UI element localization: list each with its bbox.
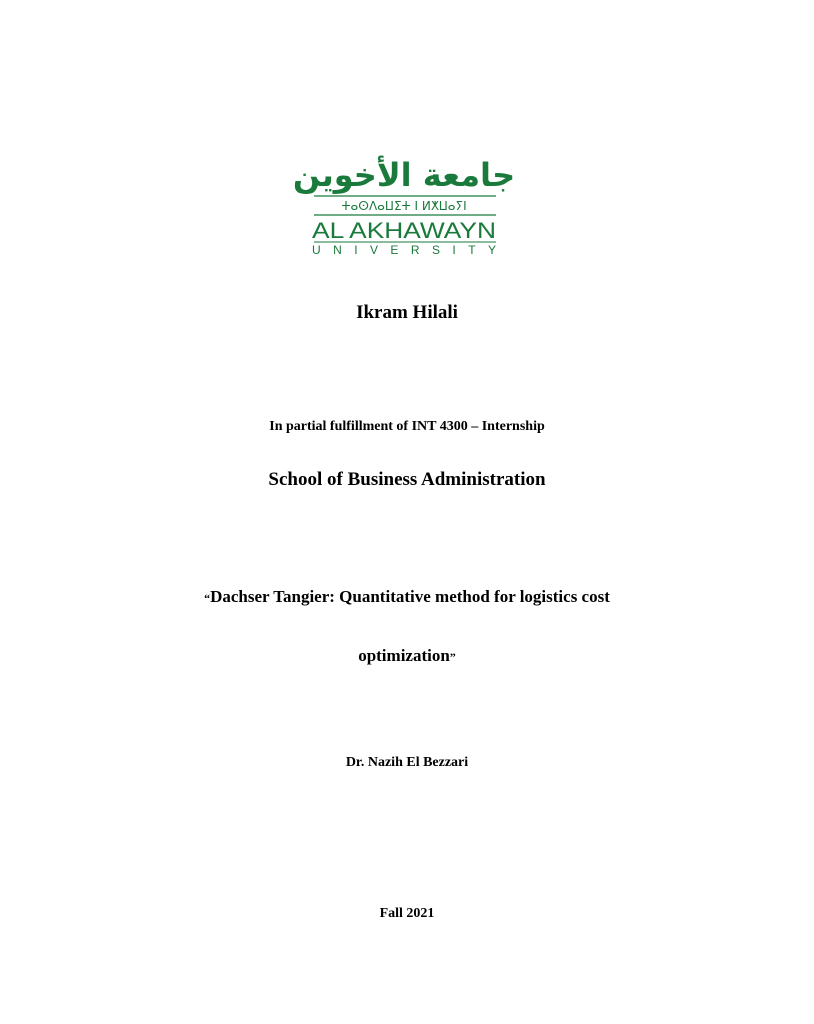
title-line1-text: Dachser Tangier: Quantitative method for logistics cost: [210, 587, 610, 606]
university-logo: [292, 150, 516, 258]
logo-arabic-text: جامعة الأخوين: [292, 156, 516, 194]
thesis-title-line2: [0, 646, 814, 666]
school-name: School of Business Administration: [268, 469, 546, 490]
academic-term: Fall 2021: [379, 906, 435, 921]
thesis-title-line1: [0, 587, 814, 607]
fulfillment-statement: In partial fulfillment of INT 4300 – Internship: [269, 419, 545, 434]
university-logo-graphic: [292, 150, 516, 258]
logo-name-line1: AL AKHAWAYN: [312, 218, 496, 243]
logo-name-line2: UNIVERSITY: [312, 243, 496, 257]
title-open-quote: “: [204, 591, 211, 605]
title-close-quote: ”: [449, 650, 456, 664]
title-line2-text: optimization: [358, 646, 450, 665]
logo-tifinagh-text: ⵜⴰⵙⴷⴰⵡⵉⵜ ⵏ ⵍⵅⵡⴰⵢⵏ: [341, 199, 467, 213]
advisor-name: Dr. Nazih El Bezzari: [345, 755, 469, 770]
author-name: Ikram Hilali: [356, 302, 458, 323]
